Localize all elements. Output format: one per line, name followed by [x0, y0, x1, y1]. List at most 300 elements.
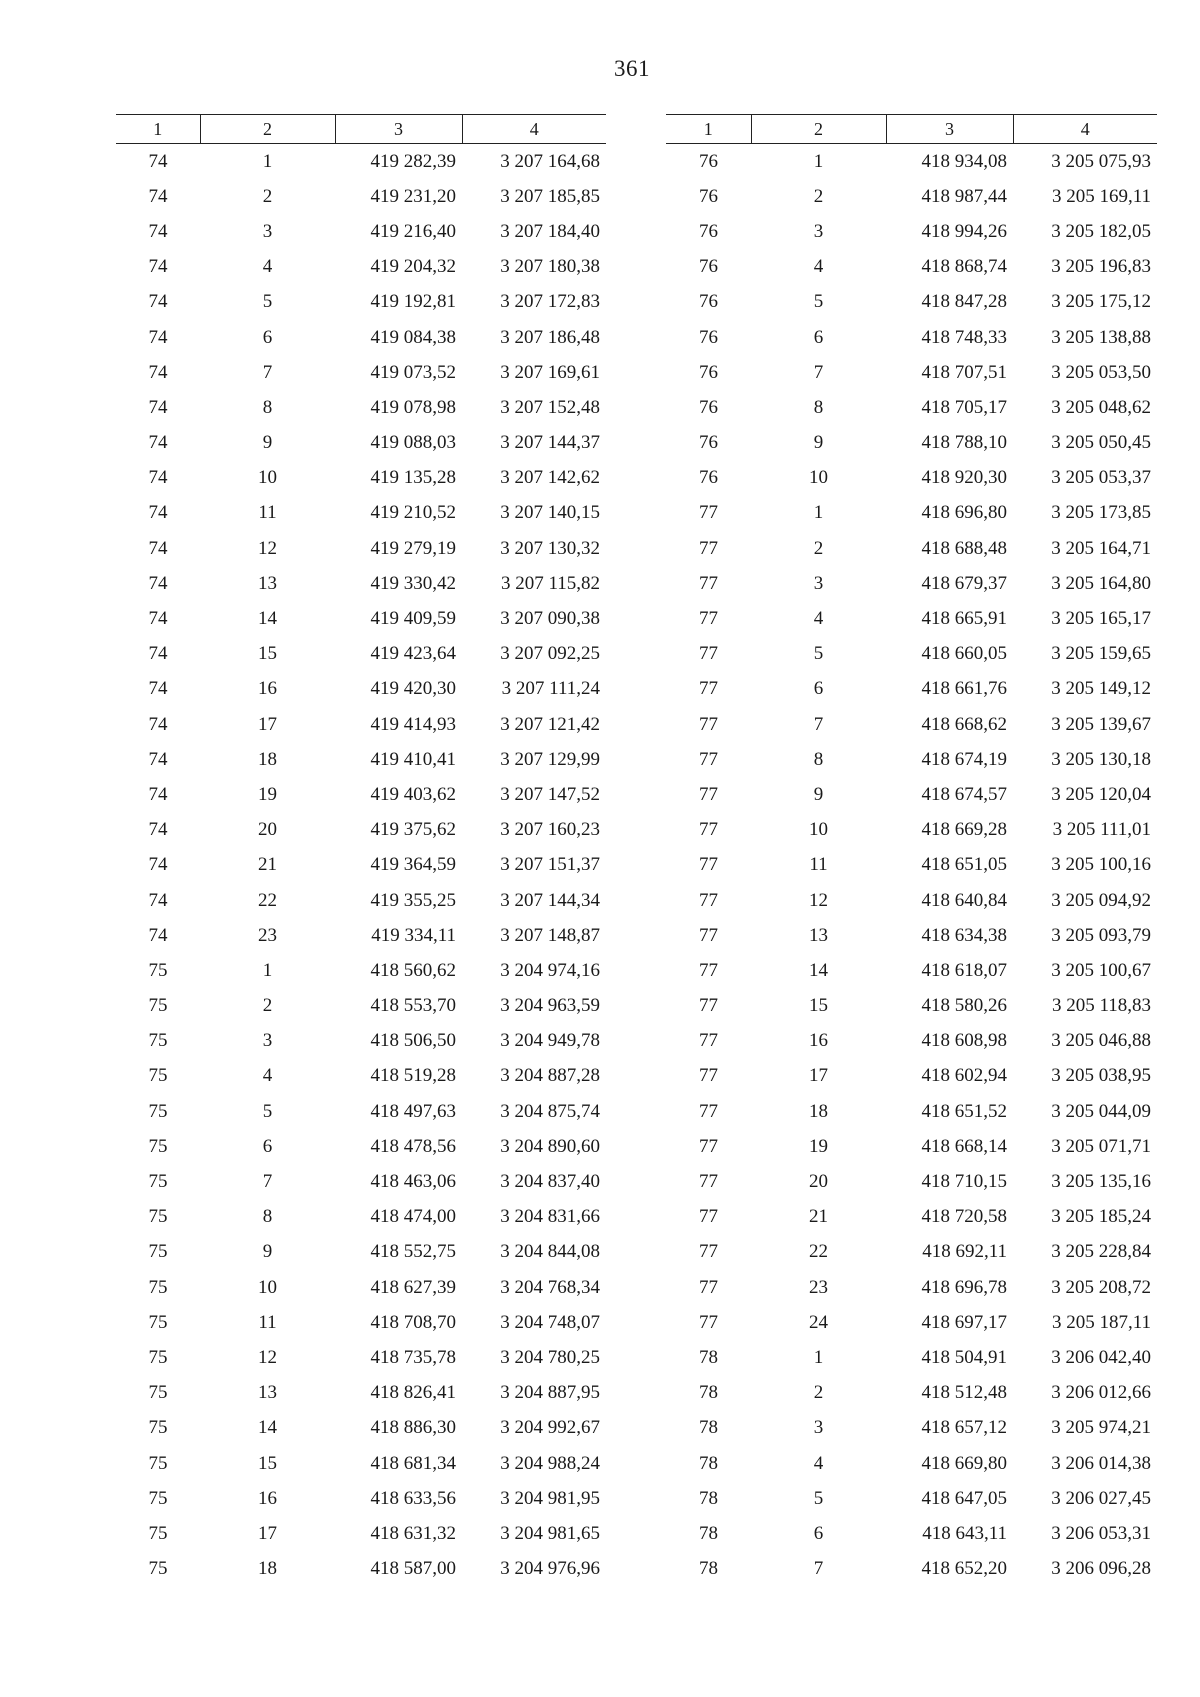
contour-number-cell: 77 — [699, 748, 718, 770]
table-row — [116, 1516, 606, 1551]
coordinate-y-cell: 3 205 046,88 — [1051, 1030, 1151, 1052]
coordinate-y-cell: 3 207 140,15 — [500, 502, 600, 524]
point-number-cell: 5 — [262, 291, 273, 313]
contour-number-cell: 74 — [148, 396, 168, 418]
coordinate-y-cell: 3 207 092,25 — [500, 643, 600, 665]
point-number-cell: 16 — [258, 678, 277, 700]
table-row — [666, 953, 1157, 988]
point-number-cell: 3 — [813, 572, 824, 594]
coordinate-y-cell: 3 205 130,18 — [1051, 748, 1151, 770]
point-number-cell: 13 — [258, 1382, 277, 1404]
point-number-cell: 10 — [258, 467, 277, 489]
point-number-cell: 8 — [813, 748, 824, 770]
table-row — [666, 1516, 1157, 1551]
table-row — [116, 883, 606, 918]
point-number-cell: 9 — [262, 432, 273, 454]
coordinate-x-cell: 418 669,80 — [921, 1452, 1007, 1474]
table-row — [666, 637, 1157, 672]
table-row — [116, 953, 606, 988]
point-number-cell: 9 — [813, 783, 824, 805]
contour-number-cell: 77 — [699, 959, 718, 981]
point-number-cell: 2 — [262, 185, 273, 207]
point-number-cell: 4 — [262, 256, 273, 278]
contour-number-cell: 74 — [148, 889, 168, 911]
table-row — [666, 1024, 1157, 1059]
point-number-cell: 14 — [809, 959, 828, 981]
coordinate-y-cell: 3 205 135,16 — [1051, 1171, 1151, 1193]
coordinate-x-cell: 418 652,20 — [921, 1558, 1007, 1580]
coordinate-y-cell: 3 204 974,16 — [500, 959, 600, 981]
coordinate-x-cell: 418 560,62 — [370, 959, 456, 981]
point-number-cell: 23 — [258, 924, 277, 946]
contour-number-cell: 75 — [148, 995, 168, 1017]
coordinate-x-cell: 419 375,62 — [370, 819, 456, 841]
contour-number-cell: 78 — [699, 1558, 718, 1580]
coordinate-y-cell: 3 204 981,95 — [500, 1487, 600, 1509]
table-row — [116, 989, 606, 1024]
coordinate-y-cell: 3 205 094,92 — [1051, 889, 1151, 911]
point-number-cell: 3 — [262, 1030, 273, 1052]
contour-number-cell: 75 — [148, 1311, 168, 1333]
point-number-cell: 6 — [813, 326, 824, 348]
coordinate-y-cell: 3 205 053,50 — [1051, 361, 1151, 383]
table-row — [116, 285, 606, 320]
point-number-cell: 22 — [258, 889, 277, 911]
point-number-cell: 15 — [258, 643, 277, 665]
table-row — [666, 496, 1157, 531]
point-number-cell: 7 — [813, 361, 824, 383]
contour-number-cell: 74 — [148, 608, 168, 630]
coordinate-y-cell: 3 204 887,95 — [500, 1382, 600, 1404]
coordinate-y-cell: 3 207 160,23 — [500, 819, 600, 841]
point-number-cell: 20 — [258, 819, 277, 841]
table-row — [116, 461, 606, 496]
contour-number-cell: 76 — [699, 220, 718, 242]
coordinate-y-cell: 3 206 096,28 — [1051, 1558, 1151, 1580]
table-row — [666, 566, 1157, 601]
contour-number-cell: 74 — [148, 748, 168, 770]
contour-number-cell: 77 — [699, 1311, 718, 1333]
contour-number-cell: 77 — [699, 995, 718, 1017]
column-header-4: 4 — [462, 115, 606, 144]
contour-number-cell: 75 — [148, 1487, 168, 1509]
point-number-cell: 7 — [813, 713, 824, 735]
coordinate-x-cell: 418 608,98 — [921, 1030, 1007, 1052]
table-row — [116, 1270, 606, 1305]
contour-number-cell: 77 — [699, 819, 718, 841]
table-row — [666, 285, 1157, 320]
coordinate-x-cell: 418 618,07 — [921, 959, 1007, 981]
table-row — [666, 707, 1157, 742]
coordinate-x-cell: 419 410,41 — [370, 748, 456, 770]
table-row — [116, 179, 606, 214]
table-row — [666, 250, 1157, 285]
coordinate-x-cell: 418 633,56 — [370, 1487, 456, 1509]
coordinate-y-cell: 3 205 228,84 — [1051, 1241, 1151, 1263]
coordinate-x-cell: 418 651,52 — [921, 1100, 1007, 1122]
contour-number-cell: 77 — [699, 889, 718, 911]
table-row — [116, 496, 606, 531]
point-number-cell: 1 — [813, 1346, 824, 1368]
contour-number-cell: 74 — [148, 924, 168, 946]
point-number-cell: 18 — [258, 1558, 277, 1580]
coordinate-y-cell: 3 207 172,83 — [500, 291, 600, 313]
table-row — [666, 1411, 1157, 1446]
coordinate-y-cell: 3 206 027,45 — [1051, 1487, 1151, 1509]
point-number-cell: 17 — [258, 1522, 277, 1544]
coordinate-y-cell: 3 205 111,01 — [1052, 819, 1151, 841]
table-row — [116, 1059, 606, 1094]
table-header — [116, 115, 606, 144]
coordinate-x-cell: 418 478,56 — [370, 1135, 456, 1157]
contour-number-cell: 74 — [148, 643, 168, 665]
coordinate-y-cell: 3 207 115,82 — [500, 572, 600, 594]
coordinate-x-cell: 418 553,70 — [370, 995, 456, 1017]
coordinate-x-cell: 419 231,20 — [370, 185, 456, 207]
coordinate-x-cell: 419 364,59 — [370, 854, 456, 876]
coordinate-y-cell: 3 205 139,67 — [1051, 713, 1151, 735]
contour-number-cell: 77 — [699, 537, 718, 559]
coordinate-x-cell: 418 994,26 — [921, 220, 1007, 242]
coordinate-x-cell: 418 627,39 — [370, 1276, 456, 1298]
table-row — [666, 1129, 1157, 1164]
coordinate-x-cell: 418 735,78 — [370, 1346, 456, 1368]
coordinate-y-cell: 3 204 837,40 — [500, 1171, 600, 1193]
point-number-cell: 12 — [809, 889, 828, 911]
point-number-cell: 2 — [262, 995, 273, 1017]
column-header-3: 3 — [335, 115, 462, 144]
coordinate-x-cell: 418 674,57 — [921, 783, 1007, 805]
table-header — [666, 115, 1157, 144]
contour-number-cell: 76 — [699, 467, 718, 489]
contour-number-cell: 74 — [148, 256, 168, 278]
coordinate-x-cell: 418 920,30 — [921, 467, 1007, 489]
coordinate-y-cell: 3 205 164,80 — [1051, 572, 1151, 594]
coordinate-x-cell: 419 334,11 — [371, 924, 456, 946]
contour-number-cell: 78 — [699, 1452, 718, 1474]
contour-number-cell: 77 — [699, 678, 718, 700]
contour-number-cell: 76 — [699, 396, 718, 418]
contour-number-cell: 75 — [148, 1382, 168, 1404]
coordinate-x-cell: 418 647,05 — [921, 1487, 1007, 1509]
coordinate-x-cell: 418 868,74 — [921, 256, 1007, 278]
point-number-cell: 18 — [258, 748, 277, 770]
contour-number-cell: 77 — [699, 713, 718, 735]
table-row — [666, 320, 1157, 355]
coordinate-y-cell: 3 206 053,31 — [1051, 1522, 1151, 1544]
table-row — [116, 637, 606, 672]
coordinate-x-cell: 419 409,59 — [370, 608, 456, 630]
column-header-4: 4 — [1013, 115, 1157, 144]
contour-number-cell: 75 — [148, 1276, 168, 1298]
table-row — [116, 390, 606, 425]
table-row — [116, 1024, 606, 1059]
coordinate-y-cell: 3 205 208,72 — [1051, 1276, 1151, 1298]
coordinate-x-cell: 418 707,51 — [921, 361, 1007, 383]
table-row — [666, 1446, 1157, 1481]
point-number-cell: 22 — [809, 1241, 828, 1263]
contour-number-cell: 75 — [148, 1241, 168, 1263]
table-row — [666, 1235, 1157, 1270]
table-row — [666, 1164, 1157, 1199]
table-body — [116, 144, 606, 1587]
coordinate-y-cell: 3 205 974,21 — [1051, 1417, 1151, 1439]
table-row — [666, 883, 1157, 918]
table-row — [116, 848, 606, 883]
table-row — [666, 601, 1157, 636]
contour-number-cell: 74 — [148, 185, 168, 207]
point-number-cell: 8 — [262, 1206, 273, 1228]
contour-number-cell: 78 — [699, 1522, 718, 1544]
table-row — [116, 1411, 606, 1446]
coordinate-x-cell: 418 886,30 — [370, 1417, 456, 1439]
point-number-cell: 13 — [258, 572, 277, 594]
column-header-1: 1 — [116, 115, 200, 144]
contour-number-cell: 77 — [699, 608, 718, 630]
contour-number-cell: 78 — [699, 1417, 718, 1439]
point-number-cell: 10 — [258, 1276, 277, 1298]
coordinate-y-cell: 3 204 831,66 — [500, 1206, 600, 1228]
coordinate-x-cell: 419 330,42 — [370, 572, 456, 594]
point-number-cell: 16 — [809, 1030, 828, 1052]
point-number-cell: 1 — [813, 502, 824, 524]
contour-number-cell: 78 — [699, 1346, 718, 1368]
coordinate-y-cell: 3 204 780,25 — [500, 1346, 600, 1368]
coordinate-y-cell: 3 205 044,09 — [1051, 1100, 1151, 1122]
coordinate-x-cell: 419 088,03 — [370, 432, 456, 454]
table-row — [666, 1270, 1157, 1305]
coordinate-y-cell: 3 205 138,88 — [1051, 326, 1151, 348]
coordinate-x-cell: 418 697,17 — [921, 1311, 1007, 1333]
table-row — [116, 601, 606, 636]
contour-number-cell: 75 — [148, 959, 168, 981]
coordinate-y-cell: 3 207 185,85 — [500, 185, 600, 207]
coordinate-x-cell: 418 681,34 — [370, 1452, 456, 1474]
point-number-cell: 5 — [262, 1100, 273, 1122]
table-row — [666, 144, 1157, 180]
coordinate-x-cell: 418 657,12 — [921, 1417, 1007, 1439]
coordinate-x-cell: 418 660,05 — [921, 643, 1007, 665]
coordinate-y-cell: 3 205 038,95 — [1051, 1065, 1151, 1087]
coordinate-x-cell: 418 934,08 — [921, 150, 1007, 172]
point-number-cell: 11 — [258, 1311, 277, 1333]
point-number-cell: 12 — [258, 1346, 277, 1368]
point-number-cell: 16 — [258, 1487, 277, 1509]
contour-number-cell: 76 — [699, 185, 718, 207]
contour-number-cell: 74 — [148, 361, 168, 383]
coordinate-x-cell: 419 420,30 — [370, 678, 456, 700]
point-number-cell: 17 — [258, 713, 277, 735]
contour-number-cell: 78 — [699, 1487, 718, 1509]
point-number-cell: 2 — [813, 1382, 824, 1404]
coordinate-y-cell: 3 205 185,24 — [1051, 1206, 1151, 1228]
contour-number-cell: 77 — [699, 1065, 718, 1087]
table-row — [666, 461, 1157, 496]
point-number-cell: 3 — [813, 220, 824, 242]
coordinate-x-cell: 418 987,44 — [921, 185, 1007, 207]
table-row — [116, 1235, 606, 1270]
contour-number-cell: 77 — [699, 1276, 718, 1298]
table-row — [116, 1164, 606, 1199]
contour-number-cell: 74 — [148, 467, 168, 489]
table-row — [666, 1340, 1157, 1375]
contour-number-cell: 76 — [699, 361, 718, 383]
coordinate-y-cell: 3 205 048,62 — [1051, 396, 1151, 418]
table-body — [666, 144, 1157, 1587]
coordinate-y-cell: 3 207 121,42 — [500, 713, 600, 735]
table-row — [666, 1094, 1157, 1129]
coordinate-x-cell: 418 705,17 — [921, 396, 1007, 418]
coordinate-x-cell: 418 788,10 — [921, 432, 1007, 454]
point-number-cell: 9 — [262, 1241, 273, 1263]
contour-number-cell: 75 — [148, 1522, 168, 1544]
table-row — [666, 918, 1157, 953]
contour-number-cell: 77 — [699, 1241, 718, 1263]
coordinate-x-cell: 418 696,80 — [921, 502, 1007, 524]
coordinate-y-cell: 3 207 147,52 — [500, 783, 600, 805]
coordinate-y-cell: 3 205 071,71 — [1051, 1135, 1151, 1157]
contour-number-cell: 74 — [148, 678, 168, 700]
coordinate-x-cell: 418 665,91 — [921, 608, 1007, 630]
table-row — [116, 1552, 606, 1587]
coordinate-x-cell: 418 602,94 — [921, 1065, 1007, 1087]
contour-number-cell: 77 — [699, 1100, 718, 1122]
coordinate-x-cell: 419 414,93 — [370, 713, 456, 735]
coordinate-y-cell: 3 207 130,32 — [500, 537, 600, 559]
coordinate-x-cell: 418 696,78 — [921, 1276, 1007, 1298]
coordinate-y-cell: 3 204 949,78 — [500, 1030, 600, 1052]
contour-number-cell: 74 — [148, 854, 168, 876]
point-number-cell: 7 — [262, 1171, 273, 1193]
coordinate-x-cell: 418 463,06 — [370, 1171, 456, 1193]
contour-number-cell: 74 — [148, 150, 168, 172]
point-number-cell: 13 — [809, 924, 828, 946]
table-row — [116, 531, 606, 566]
contour-number-cell: 77 — [699, 572, 718, 594]
table-row — [666, 1305, 1157, 1340]
table-row — [116, 707, 606, 742]
contour-number-cell: 77 — [699, 643, 718, 665]
coordinate-y-cell: 3 207 144,34 — [500, 889, 600, 911]
coordinates-table-left — [116, 114, 606, 1587]
point-number-cell: 3 — [813, 1417, 824, 1439]
coordinate-y-cell: 3 207 169,61 — [500, 361, 600, 383]
coordinate-y-cell: 3 205 100,16 — [1051, 854, 1151, 876]
table-row — [116, 1340, 606, 1375]
coordinate-x-cell: 419 078,98 — [370, 396, 456, 418]
coordinate-y-cell: 3 204 844,08 — [500, 1241, 600, 1263]
contour-number-cell: 75 — [148, 1206, 168, 1228]
contour-number-cell: 77 — [699, 1206, 718, 1228]
contour-number-cell: 74 — [148, 291, 168, 313]
table-row — [666, 531, 1157, 566]
contour-number-cell: 75 — [148, 1100, 168, 1122]
coordinate-x-cell: 418 634,38 — [921, 924, 1007, 946]
coordinate-x-cell: 419 403,62 — [370, 783, 456, 805]
contour-number-cell: 78 — [699, 1382, 718, 1404]
coordinate-y-cell: 3 205 164,71 — [1051, 537, 1151, 559]
coordinate-y-cell: 3 207 111,24 — [501, 678, 600, 700]
table-row — [116, 1129, 606, 1164]
contour-number-cell: 76 — [699, 150, 718, 172]
coordinate-y-cell: 3 207 142,62 — [500, 467, 600, 489]
point-number-cell: 1 — [262, 959, 273, 981]
table-row — [116, 1305, 606, 1340]
table-row — [666, 742, 1157, 777]
contour-number-cell: 74 — [148, 537, 168, 559]
contour-number-cell: 76 — [699, 291, 718, 313]
coordinate-y-cell: 3 204 981,65 — [500, 1522, 600, 1544]
column-header-1: 1 — [666, 115, 751, 144]
coordinate-x-cell: 419 282,39 — [370, 150, 456, 172]
page-number: 361 — [614, 56, 650, 81]
point-number-cell: 7 — [813, 1558, 824, 1580]
coordinate-y-cell: 3 207 148,87 — [500, 924, 600, 946]
point-number-cell: 1 — [813, 150, 824, 172]
coordinate-y-cell: 3 207 184,40 — [500, 220, 600, 242]
coordinate-y-cell: 3 204 963,59 — [500, 995, 600, 1017]
contour-number-cell: 76 — [699, 432, 718, 454]
table-row — [666, 355, 1157, 390]
coordinate-y-cell: 3 205 120,04 — [1051, 783, 1151, 805]
contour-number-cell: 74 — [148, 819, 168, 841]
contour-number-cell: 75 — [148, 1135, 168, 1157]
contour-number-cell: 77 — [699, 854, 718, 876]
point-number-cell: 5 — [813, 1487, 824, 1509]
point-number-cell: 11 — [809, 854, 828, 876]
point-number-cell: 18 — [809, 1100, 828, 1122]
contour-number-cell: 74 — [148, 572, 168, 594]
coordinate-x-cell: 419 135,28 — [370, 467, 456, 489]
coordinate-x-cell: 418 512,48 — [921, 1382, 1007, 1404]
coordinate-y-cell: 3 205 182,05 — [1051, 220, 1151, 242]
table-row — [116, 320, 606, 355]
contour-number-cell: 75 — [148, 1452, 168, 1474]
contour-number-cell: 74 — [148, 326, 168, 348]
table-row — [116, 813, 606, 848]
point-number-cell: 4 — [813, 1452, 824, 1474]
point-number-cell: 19 — [258, 783, 277, 805]
table-row — [116, 566, 606, 601]
coordinate-y-cell: 3 205 173,85 — [1051, 502, 1151, 524]
contour-number-cell: 74 — [148, 220, 168, 242]
coordinate-x-cell: 418 640,84 — [921, 889, 1007, 911]
contour-number-cell: 75 — [148, 1558, 168, 1580]
contour-number-cell: 76 — [699, 326, 718, 348]
coordinate-y-cell: 3 207 151,37 — [500, 854, 600, 876]
coordinate-y-cell: 3 205 169,11 — [1051, 185, 1151, 207]
table-row — [116, 355, 606, 390]
point-number-cell: 6 — [813, 678, 824, 700]
table-row — [666, 390, 1157, 425]
table-row — [666, 1059, 1157, 1094]
coordinate-x-cell: 419 073,52 — [370, 361, 456, 383]
coordinate-y-cell: 3 205 159,65 — [1051, 643, 1151, 665]
coordinate-y-cell: 3 204 988,24 — [500, 1452, 600, 1474]
coordinate-y-cell: 3 204 887,28 — [500, 1065, 600, 1087]
point-number-cell: 9 — [813, 432, 824, 454]
coordinate-y-cell: 3 207 164,68 — [500, 150, 600, 172]
coordinate-y-cell: 3 205 149,12 — [1051, 678, 1151, 700]
coordinate-x-cell: 418 651,05 — [921, 854, 1007, 876]
coordinate-x-cell: 419 210,52 — [370, 502, 456, 524]
table-row — [666, 813, 1157, 848]
table-row — [666, 214, 1157, 249]
coordinate-y-cell: 3 205 093,79 — [1051, 924, 1151, 946]
coordinate-x-cell: 418 504,91 — [921, 1346, 1007, 1368]
table-row — [666, 1552, 1157, 1587]
coordinate-y-cell: 3 206 042,40 — [1051, 1346, 1151, 1368]
